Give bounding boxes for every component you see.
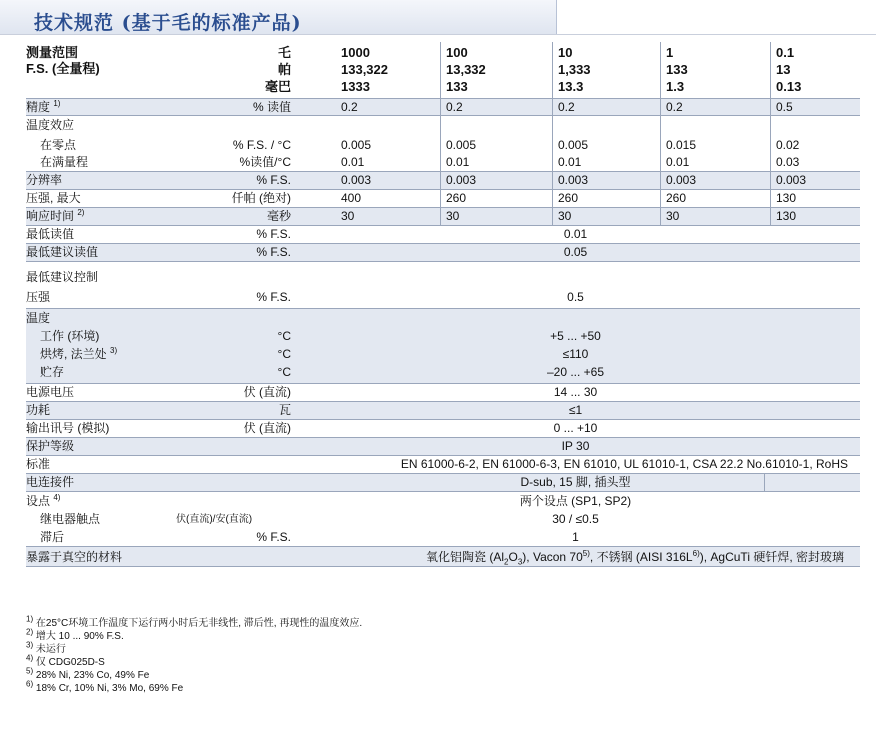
min-rec-reading-label: 最低建议读值 bbox=[26, 245, 99, 259]
temp-effect-row bbox=[26, 116, 860, 172]
connector-value: D-sub, 15 脚, 插头型 bbox=[520, 475, 631, 489]
range-torr: 10 bbox=[558, 45, 573, 60]
output-row bbox=[26, 420, 860, 438]
spec-table bbox=[26, 42, 860, 567]
range-pa: 133,322 bbox=[341, 62, 388, 77]
response-row bbox=[26, 208, 860, 226]
resolution-label: 分辨率 bbox=[26, 173, 63, 187]
min-rec-control-value: 0.5 bbox=[567, 290, 584, 304]
min-rec-control-label: 最低建议控制 bbox=[26, 270, 99, 284]
accuracy-value: 0.2 bbox=[558, 100, 575, 114]
connector-row bbox=[26, 474, 860, 492]
response-unit: 毫秒 bbox=[266, 209, 291, 223]
standards-row bbox=[26, 456, 860, 474]
range-torr: 1000 bbox=[341, 45, 370, 60]
footnote: $^{1)}$ 在25°C环境工作温度下运行两小时后无非线性, 滞后性, 再现性的温度效应. bbox=[26, 614, 363, 629]
materials-value: 氧化铝陶瓷 $(Al_2O_3)$, Vacon 70$^{5)}$, 不锈钢 (AISI $316L^{6)}$), AgCuTi 硬钎焊, 密封玻璃 bbox=[426, 549, 844, 567]
at-span-label: 在满量程 bbox=[40, 155, 89, 169]
at-span-value: 0.01 bbox=[666, 155, 690, 169]
standards-label: 标准 bbox=[26, 457, 51, 471]
at-span-value: 0.03 bbox=[776, 155, 800, 169]
range-mbar: 0.13 bbox=[776, 79, 802, 94]
temperature-row bbox=[26, 309, 860, 384]
range-mbar: 13.3 bbox=[558, 79, 584, 94]
output-label: 输出讯号 (模拟) bbox=[26, 421, 110, 435]
range-pa: 13,332 bbox=[446, 62, 486, 77]
at-zero-value: 0.005 bbox=[446, 138, 477, 152]
materials-label: 暴露于真空的材料 bbox=[26, 550, 123, 564]
hysteresis-value: 1 bbox=[572, 530, 579, 544]
unit-pa: 帕 bbox=[277, 62, 291, 77]
operating-temp-value: +5 ... +50 bbox=[550, 329, 601, 343]
footnote: $^{2)}$ 增大 10 ... 90% F.S. bbox=[26, 627, 124, 642]
at-zero-value: 0.005 bbox=[558, 138, 589, 152]
range-pa: 13 bbox=[776, 62, 791, 77]
setpoints-label: 设点 $^{4)}$ bbox=[26, 493, 61, 508]
min-reading-row bbox=[26, 226, 860, 244]
response-label: 响应时间 $^{2)}$ bbox=[26, 208, 85, 223]
unit-torr: 乇 bbox=[277, 45, 291, 60]
accuracy-row bbox=[26, 99, 860, 116]
relay-unit: 伏(直流)/安(直流) bbox=[176, 514, 253, 525]
standards-value: EN 61000-6-2, EN 61000-6-3, EN 61010, UL 61010-1, CSA 22.2 No.61010-1, RoHS bbox=[400, 457, 848, 471]
range-mbar: 133 bbox=[446, 79, 468, 94]
min-rec-reading-unit: % F.S. bbox=[256, 245, 291, 259]
power-label: 功耗 bbox=[26, 403, 51, 417]
response-value: 130 bbox=[776, 209, 797, 223]
at-span-value: 0.01 bbox=[558, 155, 582, 169]
connector-label: 电连接件 bbox=[26, 475, 75, 489]
min-reading-label: 最低读值 bbox=[26, 227, 75, 241]
accuracy-value: 0.2 bbox=[666, 100, 683, 114]
setpoints-row bbox=[26, 492, 860, 547]
bakeout-temp-unit: °C bbox=[277, 347, 291, 361]
max-pressure-unit: 仟帕 (绝对) bbox=[231, 191, 291, 205]
accuracy-value: 0.2 bbox=[446, 100, 463, 114]
accuracy-unit: % 读值 bbox=[252, 100, 291, 114]
at-span-value: 0.01 bbox=[341, 155, 365, 169]
resolution-value: 0.003 bbox=[446, 173, 477, 187]
range-torr: 1 bbox=[666, 45, 674, 60]
max-pressure-value: 260 bbox=[446, 191, 467, 205]
temp-effect-label: 温度效应 bbox=[26, 118, 75, 132]
at-zero-unit: % F.S. / °C bbox=[232, 138, 291, 152]
footnote: $^{4)}$ 仅 CDG025D-S bbox=[26, 653, 105, 668]
setpoints-value: 两个设点 (SP1, SP2) bbox=[519, 494, 632, 508]
protection-row bbox=[26, 438, 860, 456]
response-value: 30 bbox=[666, 209, 680, 223]
min-rec-control-unit: % F.S. bbox=[256, 290, 291, 304]
at-zero-label: 在零点 bbox=[40, 138, 77, 152]
footnote: $^{6)}$ 18% Cr, 10% Ni, 3% Mo, 69% Fe bbox=[26, 679, 184, 694]
bakeout-temp-value: ≤110 bbox=[562, 347, 589, 361]
min-reading-unit: % F.S. bbox=[256, 227, 291, 241]
at-span-value: 0.01 bbox=[446, 155, 470, 169]
relay-value: 30 / ≤0.5 bbox=[552, 512, 599, 526]
power-row bbox=[26, 402, 860, 420]
response-value: 30 bbox=[558, 209, 572, 223]
max-pressure-row bbox=[26, 190, 860, 208]
resolution-value: 0.003 bbox=[341, 173, 372, 187]
storage-temp-unit: °C bbox=[277, 365, 291, 379]
max-pressure-value: 400 bbox=[341, 191, 362, 205]
storage-temp-label: 贮存 bbox=[40, 365, 65, 379]
range-label: 测量范围 bbox=[26, 45, 79, 60]
max-pressure-value: 260 bbox=[666, 191, 687, 205]
response-value: 30 bbox=[341, 209, 355, 223]
range-mbar: 1333 bbox=[341, 79, 370, 94]
resolution-row bbox=[26, 172, 860, 190]
max-pressure-label: 压强, 最大 bbox=[26, 191, 81, 205]
range-pa: 1,333 bbox=[558, 62, 591, 77]
fs-label: F.S. (全量程) bbox=[26, 61, 100, 76]
accuracy-value: 0.5 bbox=[776, 100, 793, 114]
max-pressure-value: 260 bbox=[558, 191, 579, 205]
operating-temp-unit: °C bbox=[277, 329, 291, 343]
supply-unit: 伏 (直流) bbox=[243, 385, 291, 399]
protection-label: 保护等级 bbox=[26, 439, 75, 453]
output-value: 0 ... +10 bbox=[553, 421, 598, 435]
range-torr: 100 bbox=[446, 45, 468, 60]
title-divider bbox=[0, 34, 876, 35]
supply-row bbox=[26, 384, 860, 402]
relay-label: 继电器触点 bbox=[40, 512, 101, 526]
power-value: ≤1 bbox=[568, 403, 583, 417]
protection-value: IP 30 bbox=[561, 439, 590, 453]
materials-row bbox=[26, 547, 860, 567]
min-rec-control-row bbox=[26, 262, 860, 309]
min-reading-value: 0.01 bbox=[563, 227, 588, 241]
footnote: $^{3)}$ 未运行 bbox=[26, 640, 66, 655]
min-rec-reading-value: 0.05 bbox=[563, 245, 588, 259]
max-pressure-value: 130 bbox=[776, 191, 797, 205]
min-rec-reading-row bbox=[26, 244, 860, 262]
header-row bbox=[26, 42, 860, 99]
output-unit: 伏 (直流) bbox=[243, 421, 291, 435]
response-value: 30 bbox=[446, 209, 460, 223]
resolution-value: 0.003 bbox=[776, 173, 807, 187]
unit-mbar: 毫巴 bbox=[264, 79, 291, 94]
accuracy-value: 0.2 bbox=[341, 100, 358, 114]
resolution-unit: % F.S. bbox=[256, 173, 291, 187]
page-title: 技术规范 (基于毛的标准产品) bbox=[34, 12, 302, 34]
resolution-value: 0.003 bbox=[666, 173, 697, 187]
at-zero-value: 0.02 bbox=[776, 138, 800, 152]
storage-temp-value: –20 ... +65 bbox=[546, 365, 605, 379]
range-pa: 133 bbox=[666, 62, 688, 77]
bakeout-temp-label: 烘烤, 法兰处 $^{3)}$ bbox=[40, 346, 118, 361]
operating-temp-label: 工作 (环境) bbox=[40, 329, 100, 343]
temperature-label: 温度 bbox=[26, 311, 51, 325]
range-torr: 0.1 bbox=[776, 45, 795, 60]
supply-value: 14 ... 30 bbox=[553, 385, 598, 399]
resolution-value: 0.003 bbox=[558, 173, 589, 187]
at-span-unit: %读值/°C bbox=[239, 155, 291, 169]
title-band bbox=[0, 0, 557, 34]
hysteresis-label: 滞后 bbox=[40, 530, 65, 544]
accuracy-label: 精度 $^{1)}$ bbox=[26, 99, 61, 114]
hysteresis-unit: % F.S. bbox=[256, 530, 291, 544]
at-zero-value: 0.015 bbox=[666, 138, 697, 152]
footnote: $^{5)}$ 28% Ni, 23% Co, 49% Fe bbox=[26, 666, 150, 681]
supply-label: 电源电压 bbox=[26, 385, 75, 399]
footnotes bbox=[26, 614, 363, 695]
power-unit: 瓦 bbox=[278, 403, 291, 417]
at-zero-value: 0.005 bbox=[341, 138, 372, 152]
min-rec-control-label2: 压强 bbox=[26, 290, 51, 304]
range-mbar: 1.3 bbox=[666, 79, 685, 94]
